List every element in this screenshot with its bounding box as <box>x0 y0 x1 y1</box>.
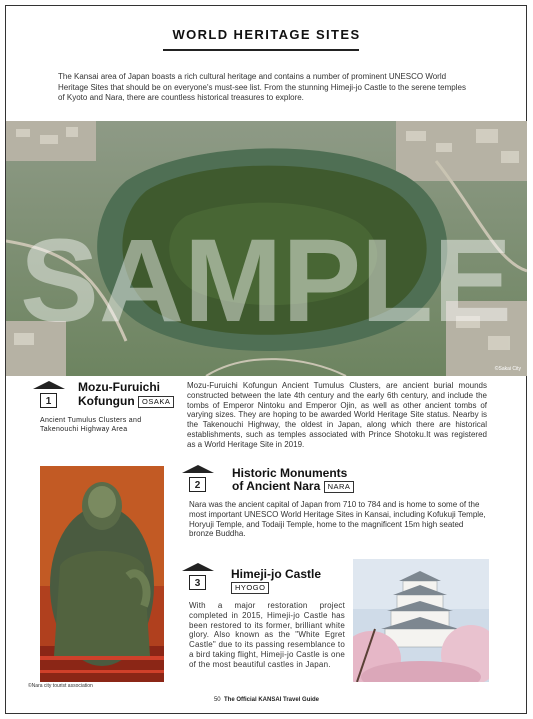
site-3-badge: 3 <box>189 573 206 591</box>
intro-paragraph: The Kansai area of Japan boasts a rich cultural heritage and contains a number of prominent UNESCO World Heritage Sites that should be on everyone's must-see list. From the stunning Himeji-jo Castle to the serene temples of Kyoto and Nara, there are countless historical treasures to explore. <box>58 72 466 102</box>
site-3-description: With a major restoration project completed in 2015, Himeji-jo Castle has been restored to its former, brilliant white glory. Also known as the "White Egret Castle" due to its passing resemblance to a bird taking flight, Himeji-jo Castle is one of the most beautiful castles in Japan. <box>189 601 345 669</box>
site-3-region-tag: HYOGO <box>231 582 269 594</box>
site-1-region-tag: OSAKA <box>138 396 174 408</box>
site-2-badge: 2 <box>189 475 206 493</box>
hero-aerial-photo <box>6 121 527 376</box>
shrine-roof-icon <box>31 379 67 405</box>
great-buddha-photo <box>40 466 164 682</box>
site-2-region-tag: NARA <box>324 481 355 493</box>
page-footer <box>0 697 533 703</box>
himeji-castle-photo <box>353 559 489 682</box>
page-title: WORLD HERITAGE SITES <box>172 27 361 42</box>
site-1-title: Mozu-Furuichi Kofungun OSAKA <box>78 380 174 408</box>
title-underline <box>163 49 359 51</box>
hero-photo-credit: ©Sakai City <box>494 366 521 372</box>
page-number: 50 <box>213 697 221 703</box>
site-3-title: Himeji-jo Castle HYOGO <box>231 567 322 592</box>
site-1-badge: 1 <box>40 391 57 409</box>
site-2-title: Historic Monuments of Ancient Nara NARA <box>232 467 354 493</box>
site-2-description: Nara was the ancient capital of Japan from 710 to 784 and is home to some of the most important UNESCO World Heritage Sites in Kansai, including Kofukuji Temple, Horyuji Temple, and Todaiji Temple, home to the magnificent 15m high seated bronze Buddha. <box>189 500 486 539</box>
guide-name: The Official KANSAI Travel Guide <box>224 697 320 703</box>
site-1-subtitle: Ancient Tumulus Clusters and Takenouchi Highway Area <box>40 417 142 433</box>
sample-watermark: SAMPLE <box>20 215 512 347</box>
site-1-description: Mozu-Furuichi Kofungun Ancient Tumulus Clusters, are ancient burial mounds constructed between the late 4th century and the early 6th century, and include the tombs of Emperor Nintoku and Emperor Ojin, as well as other ancient tombs of varying sizes. They are hoping to be awarded World Heritage Site status. Nearby is the Takenouchi Highway, the oldest in Japan, along which there are historical establishments, such as temples associated with Prince Shotoku.It was registered as a World Heritage Site in 2019. <box>187 381 487 449</box>
buddha-photo-credit: ©Nara city tourist association <box>28 683 93 689</box>
shrine-roof-icon <box>180 463 216 489</box>
shrine-roof-icon <box>180 561 216 587</box>
